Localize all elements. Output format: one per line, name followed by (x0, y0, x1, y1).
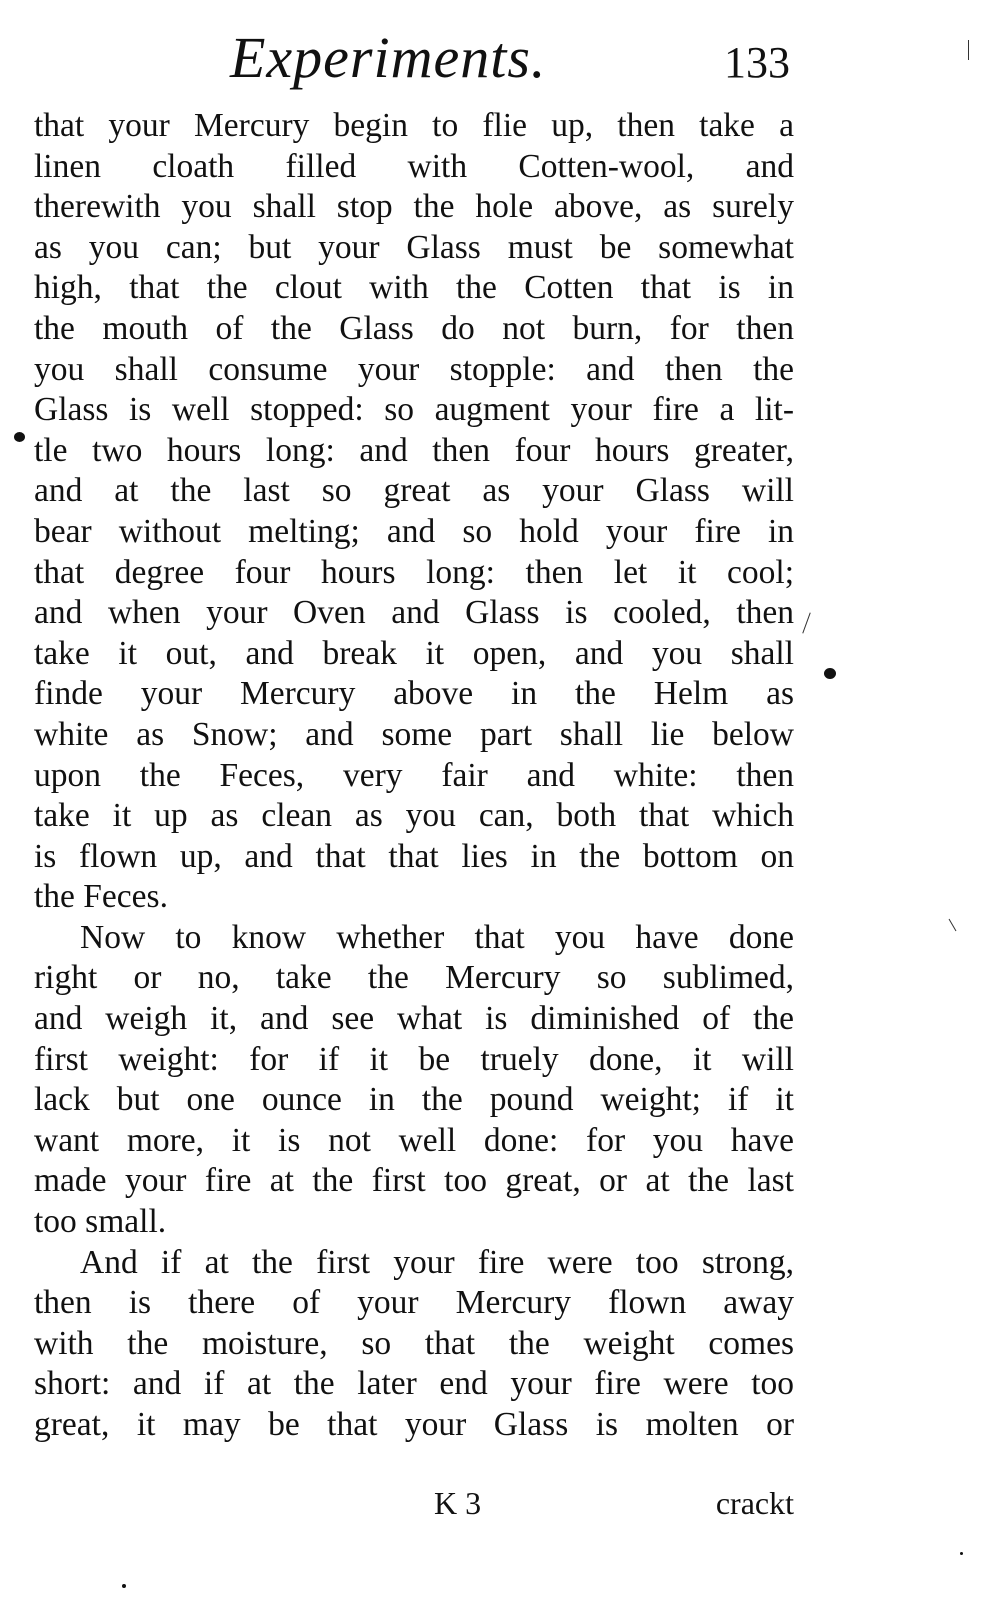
running-title: Experiments. (230, 25, 547, 90)
text-line: the mouth of the Glass do not burn, for then (34, 309, 794, 347)
text-line: therewith you shall stop the hole above, as surely (34, 188, 794, 226)
paragraph-start-line: Now to know whether that you have done (80, 918, 794, 956)
text-line: and weigh it, and see what is diminished of the (34, 1000, 794, 1038)
ink-speck (14, 432, 25, 442)
text-line: tle two hours long: and then four hours greater, (34, 431, 794, 469)
body-text (34, 106, 794, 1446)
page-number: 133 (724, 38, 790, 87)
text-line: take it up as clean as you can, both that which (34, 797, 794, 835)
text-line: high, that the clout with the Cotten that is in (34, 269, 794, 307)
paragraph-start-line: And if at the first your fire were too strong, (80, 1243, 794, 1281)
text-line: finde your Mercury above in the Helm as (34, 675, 794, 713)
page-footer (34, 1478, 794, 1528)
text-line: short: and if at the later end your fire were too (34, 1365, 794, 1403)
signature-mark: K 3 (434, 1485, 482, 1521)
text-line: Glass is well stopped: so augment your fire a lit- (34, 391, 794, 429)
text-line: want more, it is not well done: for you have (34, 1121, 794, 1159)
text-line: with the moisture, so that the weight comes (34, 1324, 794, 1362)
text-line: take it out, and break it open, and you shall (34, 634, 794, 672)
ink-speck (824, 668, 836, 679)
text-line: linen cloath filled with Cotten-wool, and (34, 147, 794, 185)
text-line: that your Mercury begin to flie up, then take a (34, 107, 794, 144)
text-line: white as Snow; and some part shall lie below (34, 715, 794, 753)
paragraph-end-line: the Feces. (34, 878, 168, 916)
text-line: bear without melting; and so hold your fire in (34, 512, 794, 550)
text-line: great, it may be that your Glass is molten or (34, 1406, 794, 1443)
catchword: crackt (715, 1485, 794, 1521)
text-line: upon the Feces, very fair and white: then (34, 756, 794, 794)
ink-speck (960, 1552, 963, 1555)
stray-mark (802, 612, 810, 633)
text-line: and at the last so great as your Glass will (34, 472, 794, 510)
stray-mark (949, 919, 957, 932)
text-line: is flown up, and that that lies in the bottom on (34, 837, 794, 875)
text-line: right or no, take the Mercury so sublimed, (34, 959, 794, 997)
stray-mark (968, 40, 969, 60)
text-line: that degree four hours long: then let it cool; (34, 553, 794, 591)
text-line: you shall consume your stopple: and then the (34, 350, 794, 388)
ink-speck (122, 1584, 126, 1588)
text-line: as you can; but your Glass must be somewhat (34, 228, 794, 266)
page-header (230, 18, 790, 98)
text-line: and when your Oven and Glass is cooled, then (34, 594, 794, 632)
text-line: first weight: for if it be truely done, it will (34, 1040, 794, 1078)
paragraph-end-line: too small. (34, 1203, 167, 1241)
text-line: then is there of your Mercury flown away (34, 1284, 794, 1322)
text-line: made your fire at the first too great, or at the last (34, 1162, 794, 1200)
text-line: lack but one ounce in the pound weight; if it (34, 1081, 794, 1119)
